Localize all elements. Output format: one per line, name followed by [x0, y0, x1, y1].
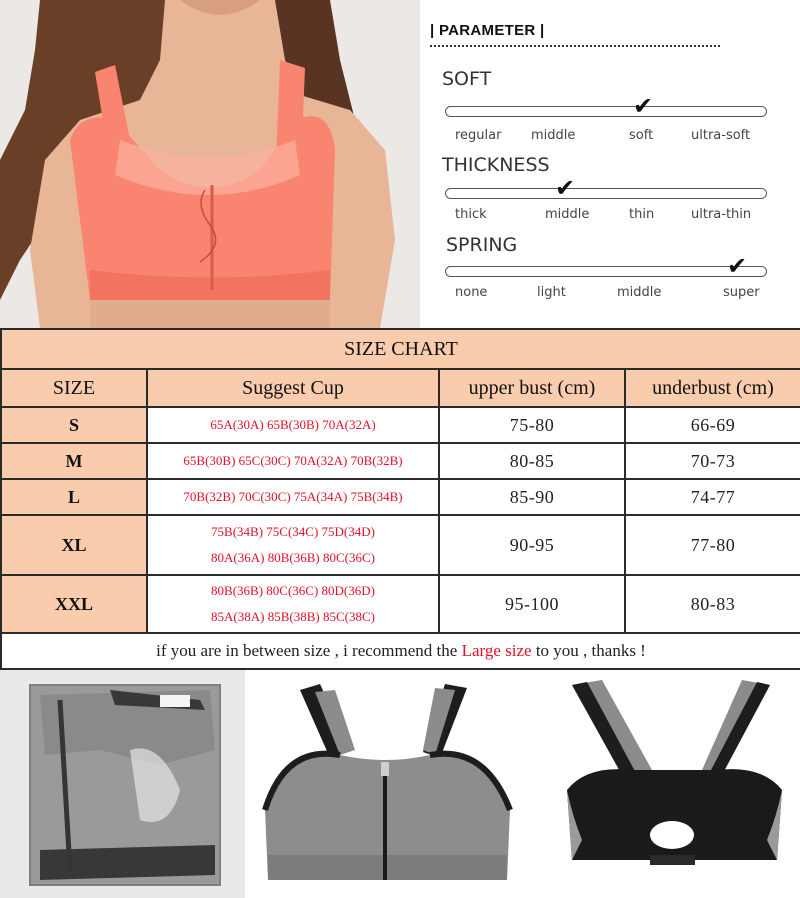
- note-text-before: if you are in between size , i recommend the: [156, 641, 462, 660]
- tick-label: light: [537, 285, 566, 300]
- cup-line: 65A(30A) 65B(30B) 70A(32A): [210, 417, 376, 432]
- upper-bust-cell: 90-95: [439, 515, 625, 575]
- size-cell: XXL: [1, 575, 147, 633]
- underbust-cell: 74-77: [625, 479, 800, 515]
- parameter-title: | PARAMETER |: [430, 22, 545, 39]
- underbust-cell: 80-83: [625, 575, 800, 633]
- tick-label: super: [723, 285, 760, 300]
- table-row: [1, 515, 800, 575]
- cup-line: 80A(36A) 80B(36B) 80C(36C): [211, 550, 375, 565]
- cup-cell: [147, 515, 439, 575]
- packaged-bra-illustration: [0, 670, 245, 898]
- size-chart-title: SIZE CHART: [1, 329, 800, 369]
- size-chart-table: [0, 328, 800, 670]
- size-chart: [0, 328, 800, 670]
- tick-label: ultra-soft: [691, 128, 751, 143]
- cup-line: 80B(36B) 80C(36C) 80D(36D): [211, 583, 375, 598]
- size-cell: XL: [1, 515, 147, 575]
- grey-bra-back-illustration: [542, 670, 800, 898]
- tick-label: thick: [455, 207, 487, 222]
- tick-label: soft: [629, 128, 654, 143]
- model-photo: [0, 0, 420, 328]
- soft-label: SOFT: [442, 68, 492, 90]
- tick-label: middle: [545, 207, 590, 222]
- tick-label: ultra-thin: [691, 207, 752, 222]
- grey-bra-front-illustration: [245, 670, 542, 898]
- column-header-underbust: underbust (cm): [625, 369, 800, 407]
- cup-cell: [147, 443, 439, 479]
- parameter-divider: [430, 45, 720, 47]
- cup-cell: [147, 479, 439, 515]
- size-recommendation-note: [1, 633, 800, 669]
- cup-cell: [147, 575, 439, 633]
- soft-tick-labels: [443, 128, 778, 144]
- column-header-upper-bust: upper bust (cm): [439, 369, 625, 407]
- back-product-photo: [542, 670, 800, 898]
- spring-tick-labels: [443, 285, 778, 301]
- cup-line: 75B(34B) 75C(34C) 75D(34D): [211, 524, 375, 539]
- size-cell: L: [1, 479, 147, 515]
- note-text-after: to you , thanks !: [531, 641, 646, 660]
- underbust-cell: 77-80: [625, 515, 800, 575]
- table-row: [1, 407, 800, 443]
- cup-line: 65B(30B) 65C(30C) 70A(32A) 70B(32B): [183, 453, 403, 468]
- column-header-size: SIZE: [1, 369, 147, 407]
- tick-label: thin: [629, 207, 655, 222]
- upper-bust-cell: 85-90: [439, 479, 625, 515]
- parameter-panel: [425, 0, 800, 328]
- soft-slider: [445, 106, 767, 117]
- column-header-suggest-cup: Suggest Cup: [147, 369, 439, 407]
- spring-label: SPRING: [446, 234, 518, 256]
- thickness-check-icon: ✔: [555, 174, 576, 202]
- upper-bust-cell: 80-85: [439, 443, 625, 479]
- table-row: [1, 575, 800, 633]
- cup-line: 85A(38A) 85B(38B) 85C(38C): [211, 609, 375, 624]
- model-illustration: [0, 0, 420, 328]
- thickness-label: THICKNESS: [442, 154, 550, 176]
- thickness-slider: [445, 188, 767, 199]
- tick-label: middle: [531, 128, 576, 143]
- tick-label: regular: [455, 128, 502, 143]
- size-cell: M: [1, 443, 147, 479]
- tick-label: none: [455, 285, 488, 300]
- upper-bust-cell: 95-100: [439, 575, 625, 633]
- underbust-cell: 66-69: [625, 407, 800, 443]
- packaged-product-photo: [0, 670, 245, 898]
- size-cell: S: [1, 407, 147, 443]
- table-row: [1, 479, 800, 515]
- tick-label: middle: [617, 285, 662, 300]
- table-row: [1, 443, 800, 479]
- cup-line: 70B(32B) 70C(30C) 75A(34A) 75B(34B): [183, 489, 403, 504]
- spring-check-icon: ✔: [727, 252, 748, 280]
- note-highlight: Large size: [461, 641, 532, 660]
- spring-slider: [445, 266, 767, 277]
- cup-cell: [147, 407, 439, 443]
- upper-bust-cell: 75-80: [439, 407, 625, 443]
- front-product-photo: [245, 670, 542, 898]
- soft-check-icon: ✔: [633, 92, 654, 120]
- underbust-cell: 70-73: [625, 443, 800, 479]
- thickness-tick-labels: [443, 207, 778, 223]
